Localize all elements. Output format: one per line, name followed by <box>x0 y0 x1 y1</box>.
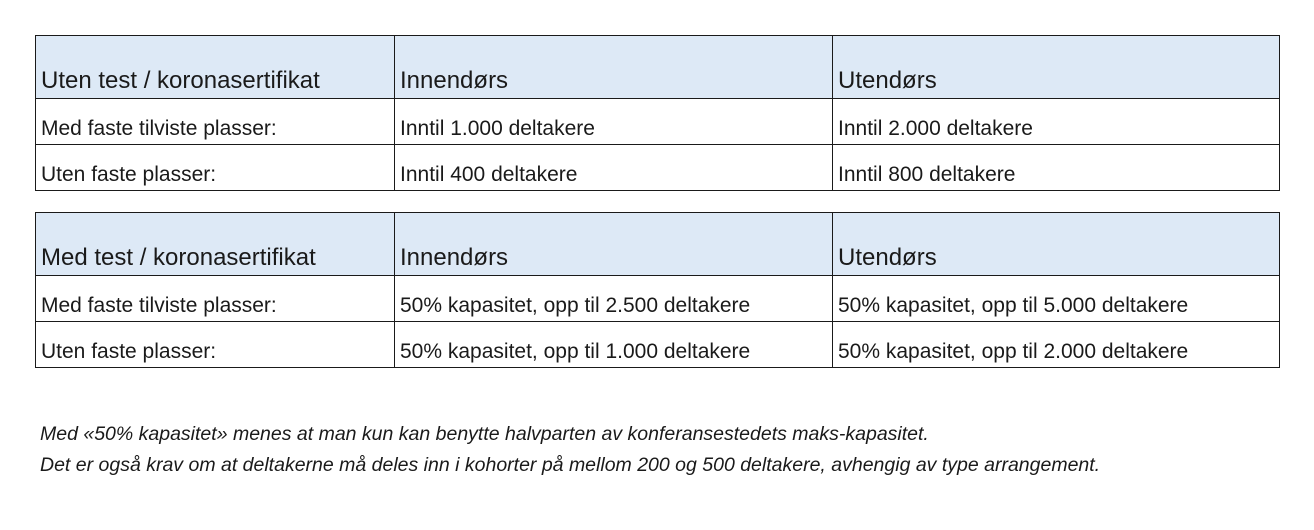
header-category: Uten test / koronasertifikat <box>36 36 395 99</box>
outdoor-value: Inntil 800 deltakere <box>833 145 1280 191</box>
table-row <box>36 276 1280 322</box>
footnote-capacity: Med «50% kapasitet» menes at man kun kan benytte halvparten av konferansestedets maks-kapasitet. <box>40 423 929 445</box>
header-indoor: Innendørs <box>395 213 833 276</box>
header-category: Med test / koronasertifikat <box>36 213 395 276</box>
row-label: Med faste tilviste plasser: <box>36 276 395 322</box>
indoor-value: 50% kapasitet, opp til 1.000 deltakere <box>395 322 833 368</box>
table-row <box>36 99 1280 145</box>
header-indoor: Innendørs <box>395 36 833 99</box>
outdoor-value: 50% kapasitet, opp til 2.000 deltakere <box>833 322 1280 368</box>
table-header-row <box>36 213 1280 276</box>
footnotes <box>40 419 1100 481</box>
row-label: Med faste tilviste plasser: <box>36 99 395 145</box>
header-outdoor: Utendørs <box>833 213 1280 276</box>
outdoor-value: Inntil 2.000 deltakere <box>833 99 1280 145</box>
row-label: Uten faste plasser: <box>36 322 395 368</box>
table-header-row <box>36 36 1280 99</box>
footnote-cohorts: Det er også krav om at deltakerne må deles inn i kohorter på mellom 200 og 500 deltakere, avhengig av type arrangement. <box>40 454 1101 476</box>
indoor-value: Inntil 1.000 deltakere <box>395 99 833 145</box>
header-outdoor: Utendørs <box>833 36 1280 99</box>
outdoor-value: 50% kapasitet, opp til 5.000 deltakere <box>833 276 1280 322</box>
table-without-test <box>35 35 1280 191</box>
indoor-value: 50% kapasitet, opp til 2.500 deltakere <box>395 276 833 322</box>
row-label: Uten faste plasser: <box>36 145 395 191</box>
table-row <box>36 322 1280 368</box>
table-row <box>36 145 1280 191</box>
indoor-value: Inntil 400 deltakere <box>395 145 833 191</box>
table-with-test <box>35 212 1280 368</box>
